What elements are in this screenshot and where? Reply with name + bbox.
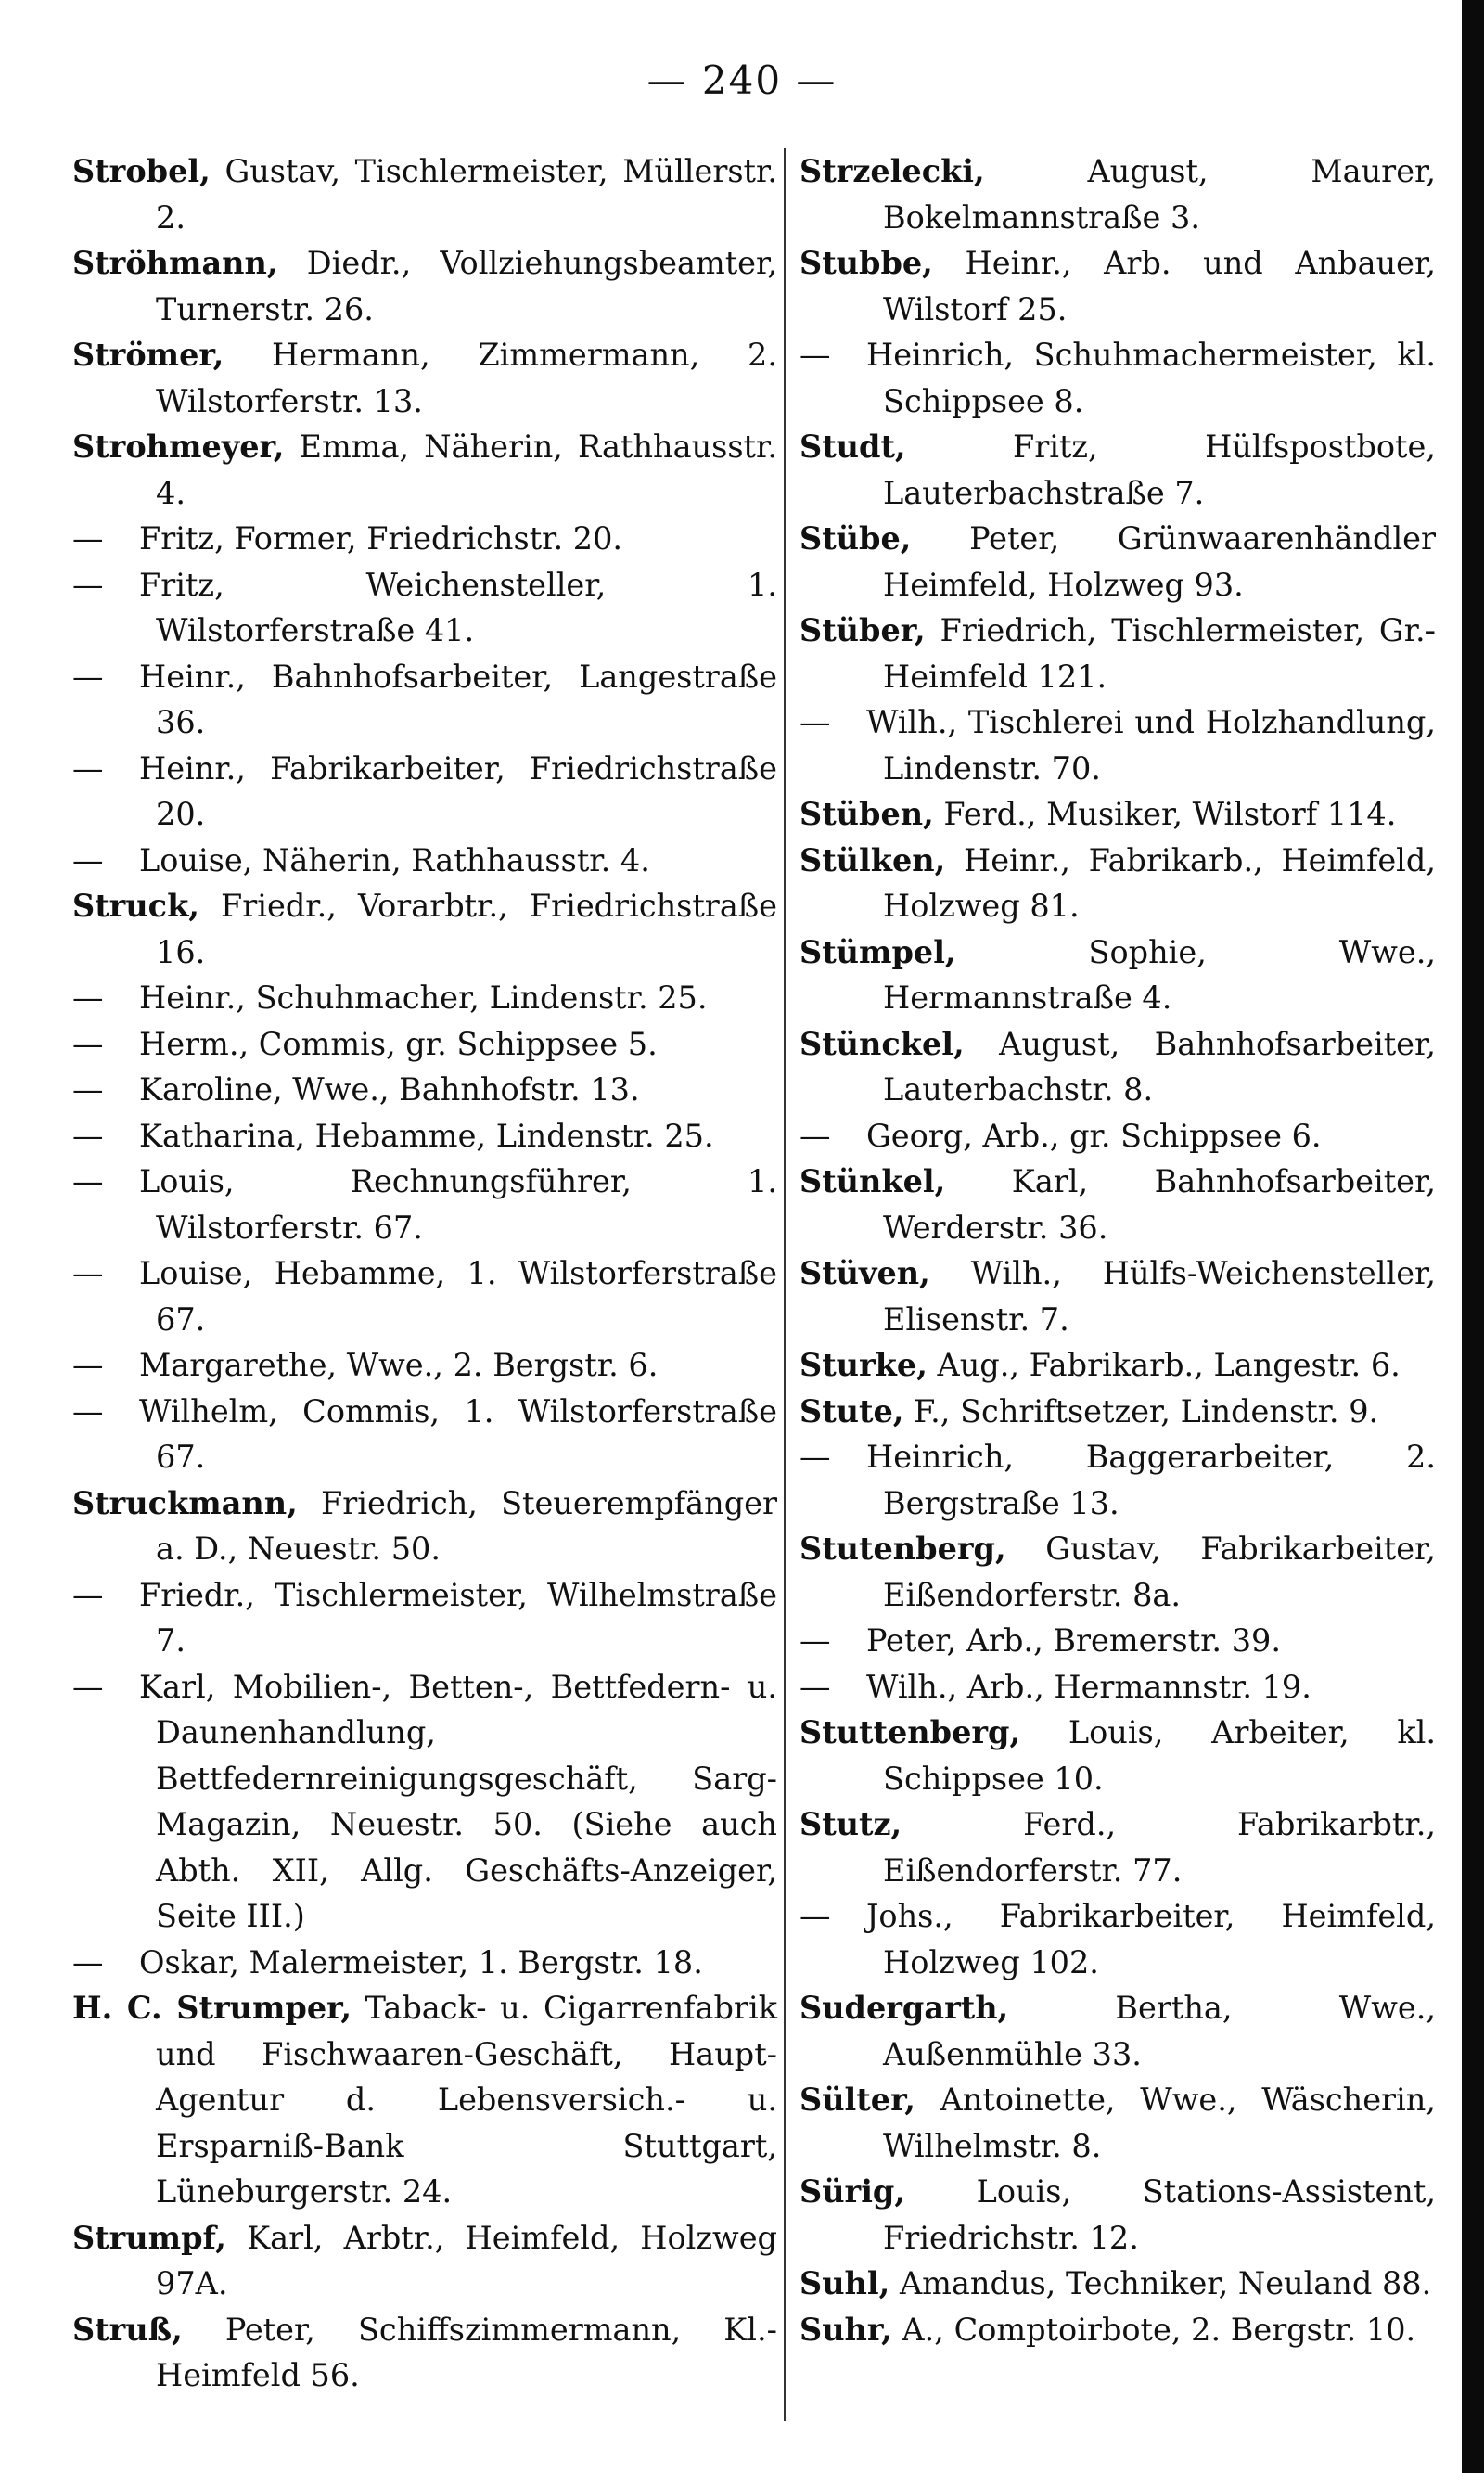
entry-surname: Stutenberg, bbox=[800, 1531, 1006, 1567]
entry-details: Heinr., Fabrikarbeiter, Friedrichstraße 20. bbox=[139, 750, 777, 832]
entry-surname: Sürig, bbox=[800, 2173, 906, 2210]
entry-surname: H. C. Strumper, bbox=[72, 1990, 352, 2026]
ditto-dash: — bbox=[800, 1622, 831, 1659]
entry-details: Friedr., Vorarbtr., Friedrichstraße 16. bbox=[156, 888, 777, 970]
directory-entry bbox=[72, 332, 777, 424]
entry-details: Emma, Näherin, Rathhausstr. 4. bbox=[156, 429, 777, 511]
entry-details: Katharina, Hebamme, Lindenstr. 25. bbox=[139, 1117, 714, 1154]
entry-details: Peter, Schiffszimmermann, Kl.-Heimfeld 56. bbox=[156, 2311, 777, 2393]
column-divider bbox=[784, 148, 786, 2421]
directory-entry bbox=[800, 2307, 1436, 2353]
entry-surname: Strömer, bbox=[72, 337, 224, 373]
directory-entry bbox=[800, 1389, 1436, 1435]
directory-entry bbox=[72, 2215, 777, 2307]
entry-details: Fritz, Weichensteller, 1. Wilstorferstraße 41. bbox=[139, 566, 777, 648]
entry-details: Peter, Arb., Bremerstr. 39. bbox=[866, 1622, 1281, 1659]
entry-details: Wilh., Arb., Hermannstr. 19. bbox=[866, 1668, 1311, 1705]
directory-sub-entry bbox=[72, 838, 777, 884]
ditto-dash: — bbox=[72, 841, 104, 878]
directory-entry bbox=[72, 1480, 777, 1572]
directory-sub-entry bbox=[72, 1250, 777, 1342]
entry-details: A., Comptoirbote, 2. Bergstr. 10. bbox=[891, 2311, 1416, 2348]
page-number: — 240 — bbox=[646, 58, 838, 103]
directory-sub-entry bbox=[800, 1113, 1436, 1160]
ditto-dash: — bbox=[800, 1439, 831, 1475]
entry-details: Amandus, Techniker, Neuland 88. bbox=[889, 2265, 1432, 2301]
ditto-dash: — bbox=[72, 750, 104, 787]
directory-entry bbox=[72, 240, 777, 332]
directory-sub-entry bbox=[72, 1159, 777, 1250]
entry-surname: Sülter, bbox=[800, 2082, 915, 2118]
entry-details: Antoinette, Wwe., Wäscherin, Wilhelmstr. 8. bbox=[883, 2082, 1436, 2164]
directory-entry bbox=[800, 1342, 1436, 1389]
ditto-dash: — bbox=[72, 1576, 104, 1613]
entry-details: Louis, Rechnungsführer, 1. Wilstorferstr. 67. bbox=[139, 1163, 777, 1246]
entry-details: Ferd., Musiker, Wilstorf 114. bbox=[933, 796, 1397, 832]
entry-details: August, Maurer, Bokelmannstraße 3. bbox=[883, 153, 1436, 236]
entry-details: Louise, Hebamme, 1. Wilstorferstraße 67. bbox=[139, 1255, 777, 1338]
directory-sub-entry bbox=[800, 1893, 1436, 1985]
directory-sub-entry bbox=[800, 699, 1436, 791]
entry-surname: Struck, bbox=[72, 888, 199, 924]
directory-sub-entry bbox=[72, 1342, 777, 1389]
entry-details: Oskar, Malermeister, 1. Bergstr. 18. bbox=[139, 1943, 703, 1980]
entry-details: Georg, Arb., gr. Schippsee 6. bbox=[866, 1117, 1322, 1154]
entry-details: Louis, Stations-Assistent, Friedrichstr. 12. bbox=[883, 2173, 1436, 2256]
directory-sub-entry bbox=[72, 516, 777, 562]
entry-details: Hermann, Zimmermann, 2. Wilstorferstr. 13. bbox=[156, 337, 777, 419]
entry-surname: Stülken, bbox=[800, 841, 946, 878]
ditto-dash: — bbox=[800, 704, 831, 740]
entry-surname: Stüben, bbox=[800, 796, 934, 832]
directory-entry bbox=[800, 1710, 1436, 1801]
entry-details: Wilhelm, Commis, 1. Wilstorferstraße 67. bbox=[139, 1392, 777, 1475]
ditto-dash: — bbox=[72, 1117, 104, 1154]
ditto-dash: — bbox=[800, 1668, 831, 1705]
ditto-dash: — bbox=[72, 658, 104, 695]
directory-sub-entry bbox=[72, 1021, 777, 1068]
entry-details: Louise, Näherin, Rathhausstr. 4. bbox=[139, 841, 650, 878]
entry-surname: Stübe, bbox=[800, 520, 912, 557]
entry-details: Heinr., Fabrikarb., Heimfeld, Holzweg 81. bbox=[883, 841, 1436, 924]
entry-details: Louis, Arbeiter, kl. Schippsee 10. bbox=[883, 1714, 1436, 1797]
directory-entry bbox=[800, 1985, 1436, 2077]
entry-surname: Stubbe, bbox=[800, 245, 933, 281]
entry-surname: Sturke, bbox=[800, 1347, 928, 1383]
entry-details: Karoline, Wwe., Bahnhofstr. 13. bbox=[139, 1071, 640, 1108]
entry-surname: Stüven, bbox=[800, 1255, 930, 1291]
entry-surname: Ströhmann, bbox=[72, 245, 278, 281]
directory-sub-entry bbox=[72, 562, 777, 654]
entry-surname: Strumpf, bbox=[72, 2219, 226, 2256]
entry-surname: Stünkel, bbox=[800, 1163, 946, 1199]
directory-entry bbox=[800, 791, 1436, 838]
directory-sub-entry bbox=[800, 332, 1436, 424]
ditto-dash: — bbox=[800, 1898, 831, 1934]
entry-details: Heinr., Arb. und Anbauer, Wilstorf 25. bbox=[883, 245, 1436, 327]
entry-details: Taback- u. Cigarrenfabrik und Fischwaaren-Geschäft, Haupt-Agentur d. Lebensversich.- u. Ersparniß-Bank Stuttgart, Lüneburgerstr. 24. bbox=[156, 1990, 777, 2210]
entry-surname: Strobel, bbox=[72, 153, 211, 189]
entry-details: Wilh., Hülfs-Weichensteller, Elisenstr. 7. bbox=[883, 1255, 1436, 1338]
ditto-dash: — bbox=[72, 520, 104, 557]
directory-sub-entry bbox=[72, 1389, 777, 1480]
ditto-dash: — bbox=[72, 1668, 104, 1705]
ditto-dash: — bbox=[72, 1071, 104, 1108]
entry-surname: Suhr, bbox=[800, 2311, 892, 2348]
entry-details: Heinr., Schuhmacher, Lindenstr. 25. bbox=[139, 980, 708, 1016]
directory-sub-entry bbox=[72, 654, 777, 746]
directory-sub-entry bbox=[72, 746, 777, 838]
directory-entry bbox=[800, 1250, 1436, 1342]
entry-details: F., Schriftsetzer, Lindenstr. 9. bbox=[903, 1392, 1379, 1429]
entry-surname: Strohmeyer, bbox=[72, 429, 285, 465]
entry-details: Peter, Grünwaarenhändler Heimfeld, Holzweg 93. bbox=[883, 520, 1436, 603]
ditto-dash: — bbox=[72, 1163, 104, 1199]
entry-details: Karl, Arbtr., Heimfeld, Holzweg 97A. bbox=[156, 2219, 777, 2301]
entry-details: Fritz, Former, Friedrichstr. 20. bbox=[139, 520, 623, 557]
directory-entry bbox=[72, 883, 777, 975]
entry-details: Wilh., Tischlerei und Holzhandlung, Lindenstr. 70. bbox=[866, 704, 1436, 787]
entry-details: Friedr., Tischlermeister, Wilhelmstraße 7. bbox=[139, 1576, 777, 1659]
ditto-dash: — bbox=[72, 980, 104, 1016]
entry-details: Heinr., Bahnhofsarbeiter, Langestraße 36. bbox=[139, 658, 777, 740]
directory-entry bbox=[800, 1801, 1436, 1893]
entry-details: Heinrich, Schuhmachermeister, kl. Schippsee 8. bbox=[866, 337, 1436, 419]
directory-entry bbox=[800, 240, 1436, 332]
directory-sub-entry bbox=[800, 1618, 1436, 1664]
right-column bbox=[800, 148, 1436, 2352]
entry-surname: Studt, bbox=[800, 429, 906, 465]
directory-sub-entry bbox=[72, 1940, 777, 1986]
entry-details: Heinrich, Baggerarbeiter, 2. Bergstraße 13. bbox=[866, 1439, 1436, 1521]
directory-entry bbox=[800, 929, 1436, 1021]
entry-details: Aug., Fabrikarb., Langestr. 6. bbox=[927, 1347, 1401, 1383]
entry-details: Diedr., Vollziehungsbeamter, Turnerstr. 26. bbox=[156, 245, 777, 327]
entry-details: Johs., Fabrikarbeiter, Heimfeld, Holzweg 102. bbox=[866, 1898, 1436, 1980]
entry-surname: Struß, bbox=[72, 2311, 183, 2348]
directory-sub-entry bbox=[72, 1572, 777, 1664]
entry-details: August, Bahnhofsarbeiter, Lauterbachstr. 8. bbox=[883, 1025, 1436, 1108]
directory-sub-entry bbox=[800, 1434, 1436, 1526]
entry-details: Gustav, Tischlermeister, Müllerstr. 2. bbox=[156, 153, 777, 236]
directory-entry bbox=[800, 516, 1436, 608]
directory-entry bbox=[800, 2261, 1436, 2307]
directory-sub-entry bbox=[800, 1664, 1436, 1711]
entry-details: Friedrich, Steuerempfänger a. D., Neuestr. 50. bbox=[156, 1484, 777, 1567]
entry-surname: Sudergarth, bbox=[800, 1990, 1009, 2026]
directory-entry bbox=[800, 608, 1436, 699]
ditto-dash: — bbox=[72, 1392, 104, 1429]
entry-surname: Stuttenberg, bbox=[800, 1714, 1021, 1750]
entry-details: Margarethe, Wwe., 2. Bergstr. 6. bbox=[139, 1347, 659, 1383]
directory-sub-entry bbox=[72, 1113, 777, 1160]
directory-entry bbox=[800, 838, 1436, 929]
entry-surname: Stute, bbox=[800, 1392, 904, 1429]
directory-entry bbox=[72, 1985, 777, 2215]
entry-details: Herm., Commis, gr. Schippsee 5. bbox=[139, 1025, 658, 1062]
directory-entry bbox=[800, 1526, 1436, 1618]
entry-details: Friedrich, Tischlermeister, Gr.-Heimfeld 121. bbox=[883, 612, 1436, 695]
ditto-dash: — bbox=[800, 1117, 831, 1154]
directory-entry bbox=[800, 2077, 1436, 2169]
left-column bbox=[72, 148, 777, 2399]
page-binding-edge bbox=[1462, 0, 1484, 2473]
directory-entry bbox=[800, 2169, 1436, 2261]
entry-surname: Suhl, bbox=[800, 2265, 890, 2301]
ditto-dash: — bbox=[72, 1255, 104, 1291]
entry-details: Karl, Bahnhofsarbeiter, Werderstr. 36. bbox=[883, 1163, 1436, 1246]
entry-surname: Stutz, bbox=[800, 1806, 902, 1842]
entry-details: Fritz, Hülfspostbote, Lauterbachstraße 7. bbox=[883, 429, 1436, 511]
entry-details: Gustav, Fabrikarbeiter, Eißendorferstr. 8a. bbox=[883, 1531, 1436, 1613]
ditto-dash: — bbox=[72, 1025, 104, 1062]
directory-entry bbox=[800, 148, 1436, 240]
directory-entry bbox=[72, 148, 777, 240]
entry-surname: Strzelecki, bbox=[800, 153, 985, 189]
entry-surname: Stüber, bbox=[800, 612, 926, 648]
directory-sub-entry bbox=[72, 1664, 777, 1940]
directory-sub-entry bbox=[72, 975, 777, 1021]
ditto-dash: — bbox=[72, 566, 104, 603]
directory-entry bbox=[800, 1021, 1436, 1113]
entry-surname: Stümpel, bbox=[800, 933, 956, 970]
ditto-dash: — bbox=[72, 1347, 104, 1383]
ditto-dash: — bbox=[800, 337, 831, 373]
directory-sub-entry bbox=[72, 1067, 777, 1113]
directory-entry bbox=[72, 2307, 777, 2399]
entry-details: Sophie, Wwe., Hermannstraße 4. bbox=[883, 933, 1436, 1016]
directory-entry bbox=[72, 424, 777, 516]
directory-entry bbox=[800, 424, 1436, 516]
entry-details: Bertha, Wwe., Außenmühle 33. bbox=[883, 1990, 1436, 2072]
ditto-dash: — bbox=[72, 1943, 104, 1980]
entry-surname: Struckmann, bbox=[72, 1484, 298, 1521]
directory-entry bbox=[800, 1159, 1436, 1250]
entry-details: Ferd., Fabrikarbtr., Eißendorferstr. 77. bbox=[883, 1806, 1436, 1889]
entry-details: Karl, Mobilien-, Betten-, Bettfedern- u. Daunenhandlung, Bettfedernreinigungsgeschäft, Sarg-Magazin, Neuestr. 50. (Siehe auch Abth. XII, Allg. Geschäfts-Anzeiger, Seite III.) bbox=[139, 1668, 777, 1934]
entry-surname: Stünckel, bbox=[800, 1025, 965, 1062]
